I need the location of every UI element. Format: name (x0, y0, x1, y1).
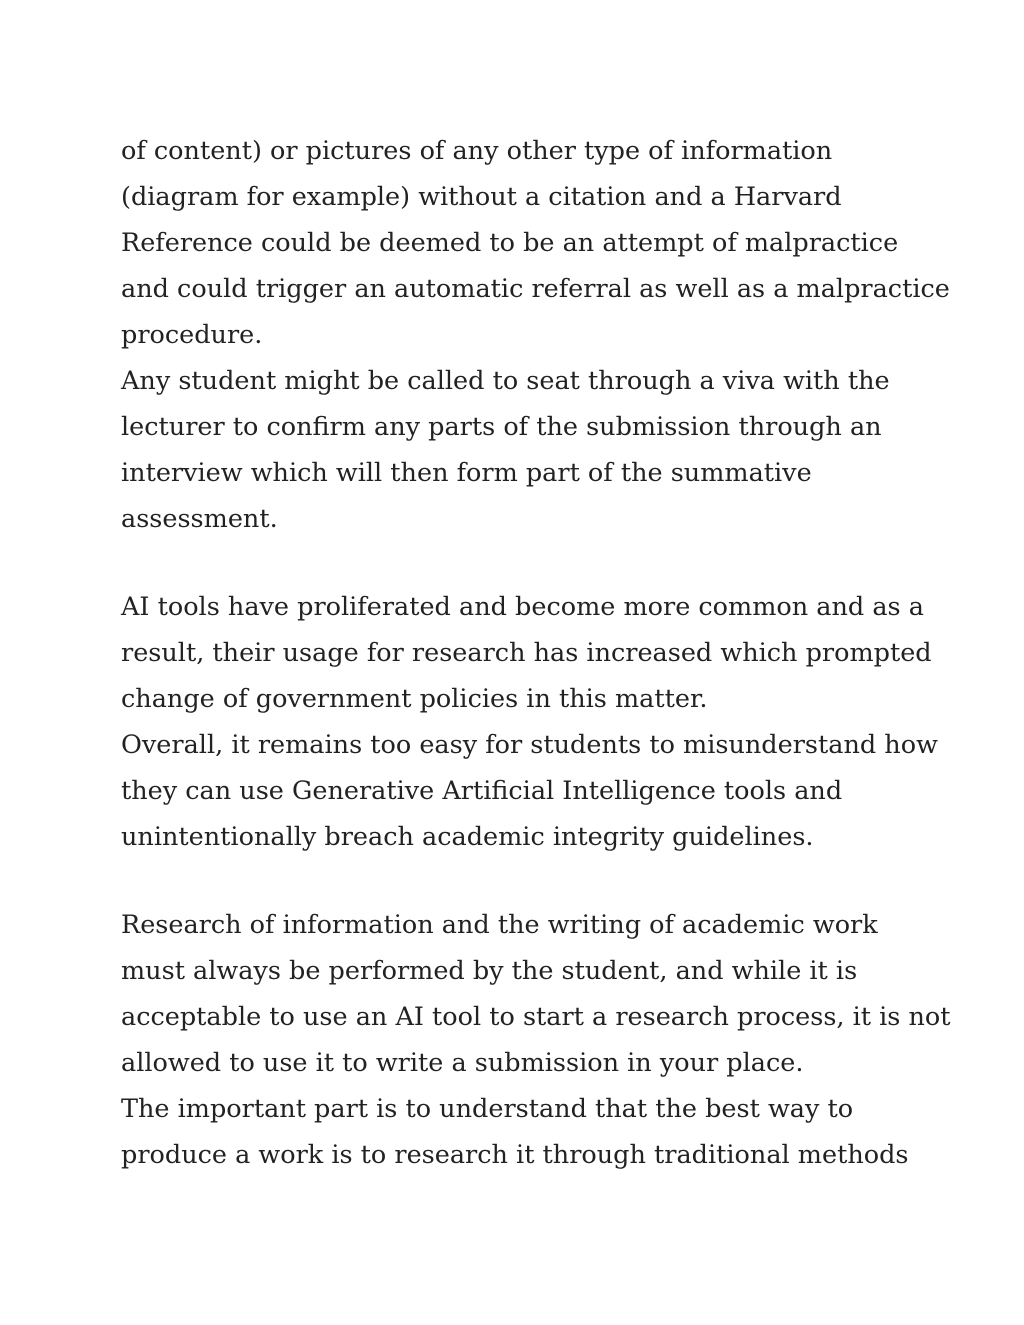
text-line: lecturer to confirm any parts of the submission through an (121, 412, 882, 442)
text-line: Any student might be called to seat through a viva with the (121, 366, 890, 396)
text-line: result, their usage for research has increased which prompted (121, 638, 932, 668)
text-line: Overall, it remains too easy for students to misunderstand how (121, 730, 938, 760)
text-line: interview which will then form part of the summative (121, 458, 812, 488)
text-line: AI tools have proliferated and become more common and as a (121, 592, 924, 622)
text-line: The important part is to understand that the best way to (121, 1094, 854, 1124)
text-line: they can use Generative Artificial Intelligence tools and (121, 776, 843, 806)
text-line: acceptable to use an AI tool to start a research process, it is not (121, 1002, 951, 1032)
text-line: must always be performed by the student, and while it is (121, 956, 858, 986)
text-line: produce a work is to research it through traditional methods (121, 1140, 909, 1170)
text-line: procedure. (121, 320, 263, 350)
document-body (121, 128, 951, 1178)
paragraph-ai-tools (121, 584, 938, 860)
text-line: Reference could be deemed to be an attempt of malpractice (121, 228, 899, 258)
text-line: assessment. (121, 504, 278, 534)
text-line: allowed to use it to write a submission in your place. (121, 1048, 804, 1078)
text-line: unintentionally breach academic integrity guidelines. (121, 822, 814, 852)
text-line: change of government policies in this matter. (121, 684, 708, 714)
paragraph-research (121, 902, 951, 1178)
text-line: Research of information and the writing of academic work (121, 910, 878, 940)
paragraph-gap (121, 860, 921, 902)
paragraph-malpractice (121, 128, 950, 542)
text-line: and could trigger an automatic referral as well as a malpractice (121, 274, 950, 304)
text-line: of content) or pictures of any other type of information (121, 136, 833, 166)
paragraph-gap (121, 542, 921, 584)
text-line: (diagram for example) without a citation and a Harvard (121, 182, 842, 212)
